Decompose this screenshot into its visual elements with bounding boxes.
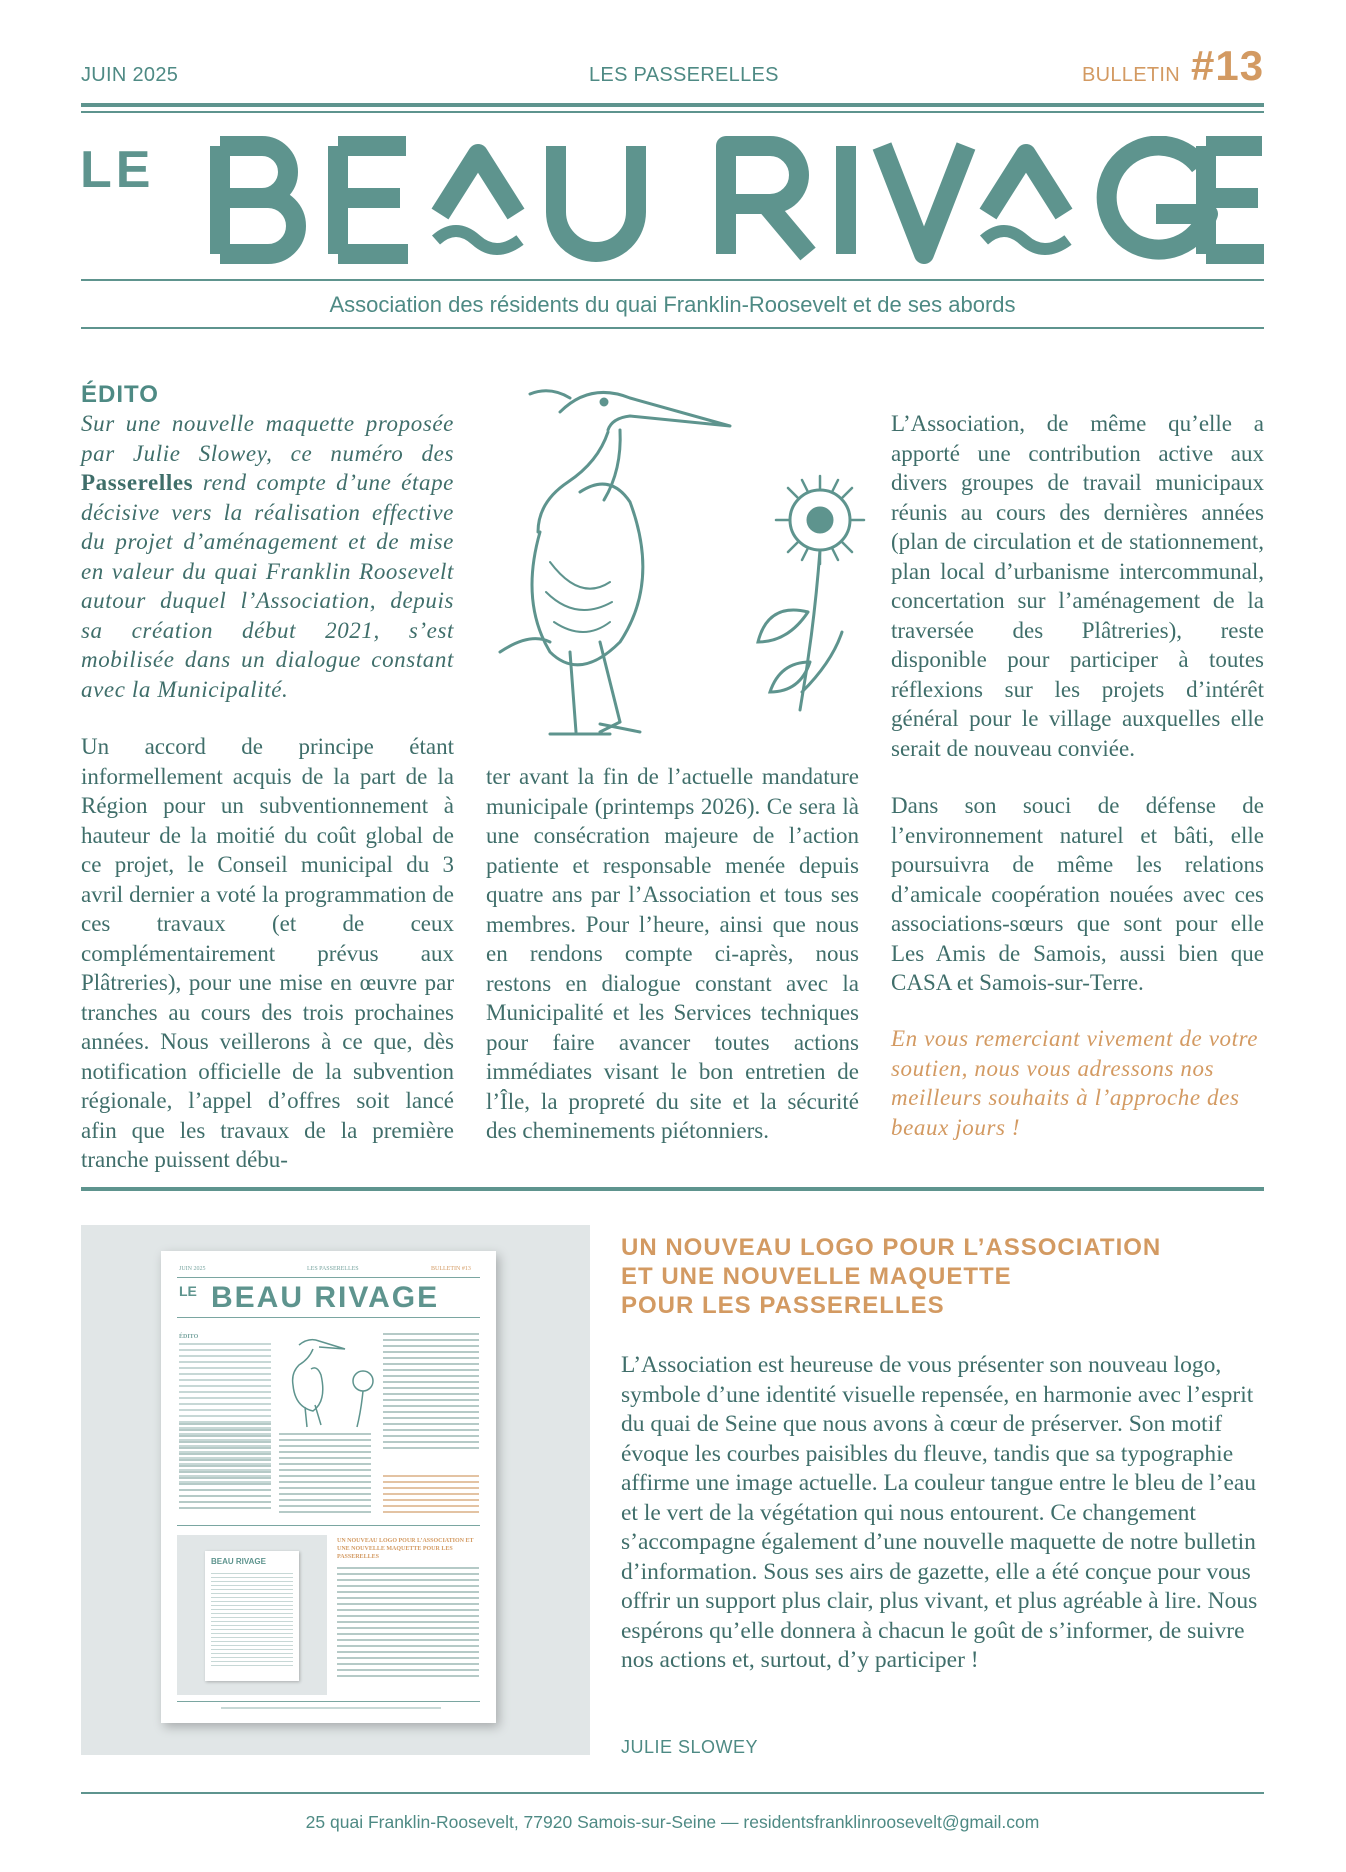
article-author: JULIE SLOWEY [621, 1737, 759, 1757]
mini-title: BEAU RIVAGE [211, 1281, 440, 1314]
mini-text-col1b [179, 1423, 271, 1513]
mini-nested-text [211, 1573, 293, 1669]
edito-heading: ÉDITO [81, 381, 159, 408]
mini-bulletin: BULLETIN #13 [431, 1266, 471, 1272]
bulletin-thumbnail-panel [81, 1225, 590, 1755]
bulletin-thumbnail-page [161, 1251, 496, 1723]
mini-nested-title: BEAU RIVAGE [211, 1557, 266, 1566]
article-body: L’Association est heureuse de vous présenter son nouveau logo, symbole d’une identité visuelle repensée, en harmonie avec l’esprit du quai de Seine que nous avons à cœur de préserver. Son motif évoque les courbes paisibles du fleuve, tandis que sa typographie affirme une image actuelle. La couleur tangue entre le bleu de l’eau et le vert de la végétation qui nous entourent. Ce changement s’accompagne également d’une nouvelle maquette de notre bulletin d’information. Sous ses airs de gazette, elle a été conçue pour vous offrir un support plus clair, plus vivant, et plus agréable à lire. Nous espérons qu’elle donnera à chacun le goût de s’informer, de suivre nos actions et, surtout, d’y participer ! [621, 1352, 1258, 1673]
subtitle-rule-top [81, 279, 1264, 281]
mini-text-col3 [383, 1333, 479, 1453]
mini-publication: LES PASSERELLES [307, 1266, 359, 1272]
footer-address: 25 quai Franklin-Roosevelt, 77920 Samois-sur-Seine — residentsfranklinroosevelt@gmail.com [305, 1812, 1040, 1832]
edito-intro-before: Sur une nouvelle maquette proposée par Julie Slowey, ce numéro des [81, 411, 454, 466]
edito-closing: En vous remerciant vivement de votre soutien, nous vous adressons nos meilleurs souhaits à l’approche des beaux jours ! [891, 1026, 1259, 1140]
article-heading-line1: UN NOUVEAU LOGO POUR L’ASSOCIATION [621, 1234, 1162, 1261]
mini-nested-page [205, 1551, 299, 1681]
issue-date: JUIN 2025 [81, 64, 179, 86]
masthead-logo-wordmark [210, 136, 1270, 266]
mini-nested-panel [177, 1535, 327, 1695]
mini-article-text [337, 1567, 479, 1677]
mini-rule-4 [177, 1701, 480, 1702]
article-heading-line2: ET UNE NOUVELLE MAQUETTE [621, 1263, 1012, 1290]
edito-column-3-p2: Dans son souci de défense de l’environnement naturel et bâti, elle poursuivra de même les relations d’amicale coopération nouées avec ces associations-sœurs que sont pour elle Les Amis de Samois, aussi bien que CASA et Samois-sur-Terre. [891, 793, 1264, 995]
section-divider [81, 1187, 1264, 1191]
bulletin-number: #13 [1191, 42, 1265, 89]
edito-column-1: Un accord de principe étant informellement acquis de la part de la Région pour un subventionnement à hauteur de la moitié du coût global de ce projet, le Conseil municipal du 3 avril dernier a voté la programmation de ces travaux (et de ceux complémentairement prévus aux Plâtreries), pour une mise en œuvre par tranches au cours des trois prochaines années. Nous veillerons à ce que, dès notification officielle de la subvention régionale, l’appel d’offres soit lancé afin que les travaux de la première tranche puissent débu- [81, 734, 454, 1172]
mini-footer-line [221, 1707, 441, 1709]
masthead-subtitle: Association des résidents du quai Franklin-Roosevelt et de ses abords [329, 292, 1016, 317]
header-rule-top [81, 103, 1264, 107]
publication-name: LES PASSERELLES [589, 64, 779, 86]
bulletin-label: BULLETIN [1082, 64, 1180, 86]
mini-date: JUIN 2025 [179, 1266, 206, 1272]
mini-text-col2 [279, 1433, 371, 1513]
mini-article-heading: UN NOUVEAU LOGO POUR L’ASSOCIATION ET UNE NOUVELLE MAQUETTE POUR LES PASSERELLES [337, 1538, 474, 1560]
edito-intro-bold: Passerelles [81, 470, 194, 495]
article-heading-line3: POUR LES PASSERELLES [621, 1292, 945, 1319]
mini-rule-3 [177, 1525, 480, 1526]
mini-text-closing [383, 1475, 479, 1515]
mini-prefix: LE [179, 1283, 197, 1299]
edito-intro [81, 409, 454, 704]
edito-intro-after: rend compte d’une étape décisive vers la réalisation effective du projet d’aménagement et de mise en valeur du quai Franklin Roosevelt autour duquel l’Association, depuis sa création début 2021, s’est mobilisée dans un dialogue constant avec la Municipalité. [81, 470, 454, 702]
edito-column-3-p1: L’Association, de même qu’elle a apporté une contribution active aux divers groupes de travail municipaux réunis au cours des dernières années (plan de circulation et de stationnement, plan local d’urbanisme intercommunal, concertation sur l’aménagement de la traversée des Plâtreries), reste disponible pour participer à toutes réflexions sur les projets d’intérêt général pour le village auxquelles elle serait de nouveau conviée. [891, 411, 1264, 761]
mini-rule [177, 1277, 480, 1278]
footer-rule [81, 1792, 1264, 1794]
heron-illustration [480, 372, 870, 742]
edito-column-2: ter avant la fin de l’actuelle mandature municipale (printemps 2026). Ce sera là une consécration majeure de l’action patiente et responsable menée depuis quatre ans par l’Association et tous ses membres. Pour l’heure, ainsi que nous en rendons compte ci-après, nous restons en dialogue constant avec la Municipalité et les Services techniques pour faire avancer toutes actions immédiates visant le bon entretien de l’Île, la propreté du site et la sécurité des cheminements piétonniers. [486, 764, 859, 1143]
mini-edito: ÉDITO [179, 1334, 199, 1340]
masthead-prefix: LE [80, 141, 155, 199]
header-rule-thin [81, 111, 1264, 113]
mini-heron-icon [279, 1331, 379, 1431]
mini-rule-2 [177, 1317, 480, 1318]
subtitle-rule-bottom [81, 327, 1264, 329]
